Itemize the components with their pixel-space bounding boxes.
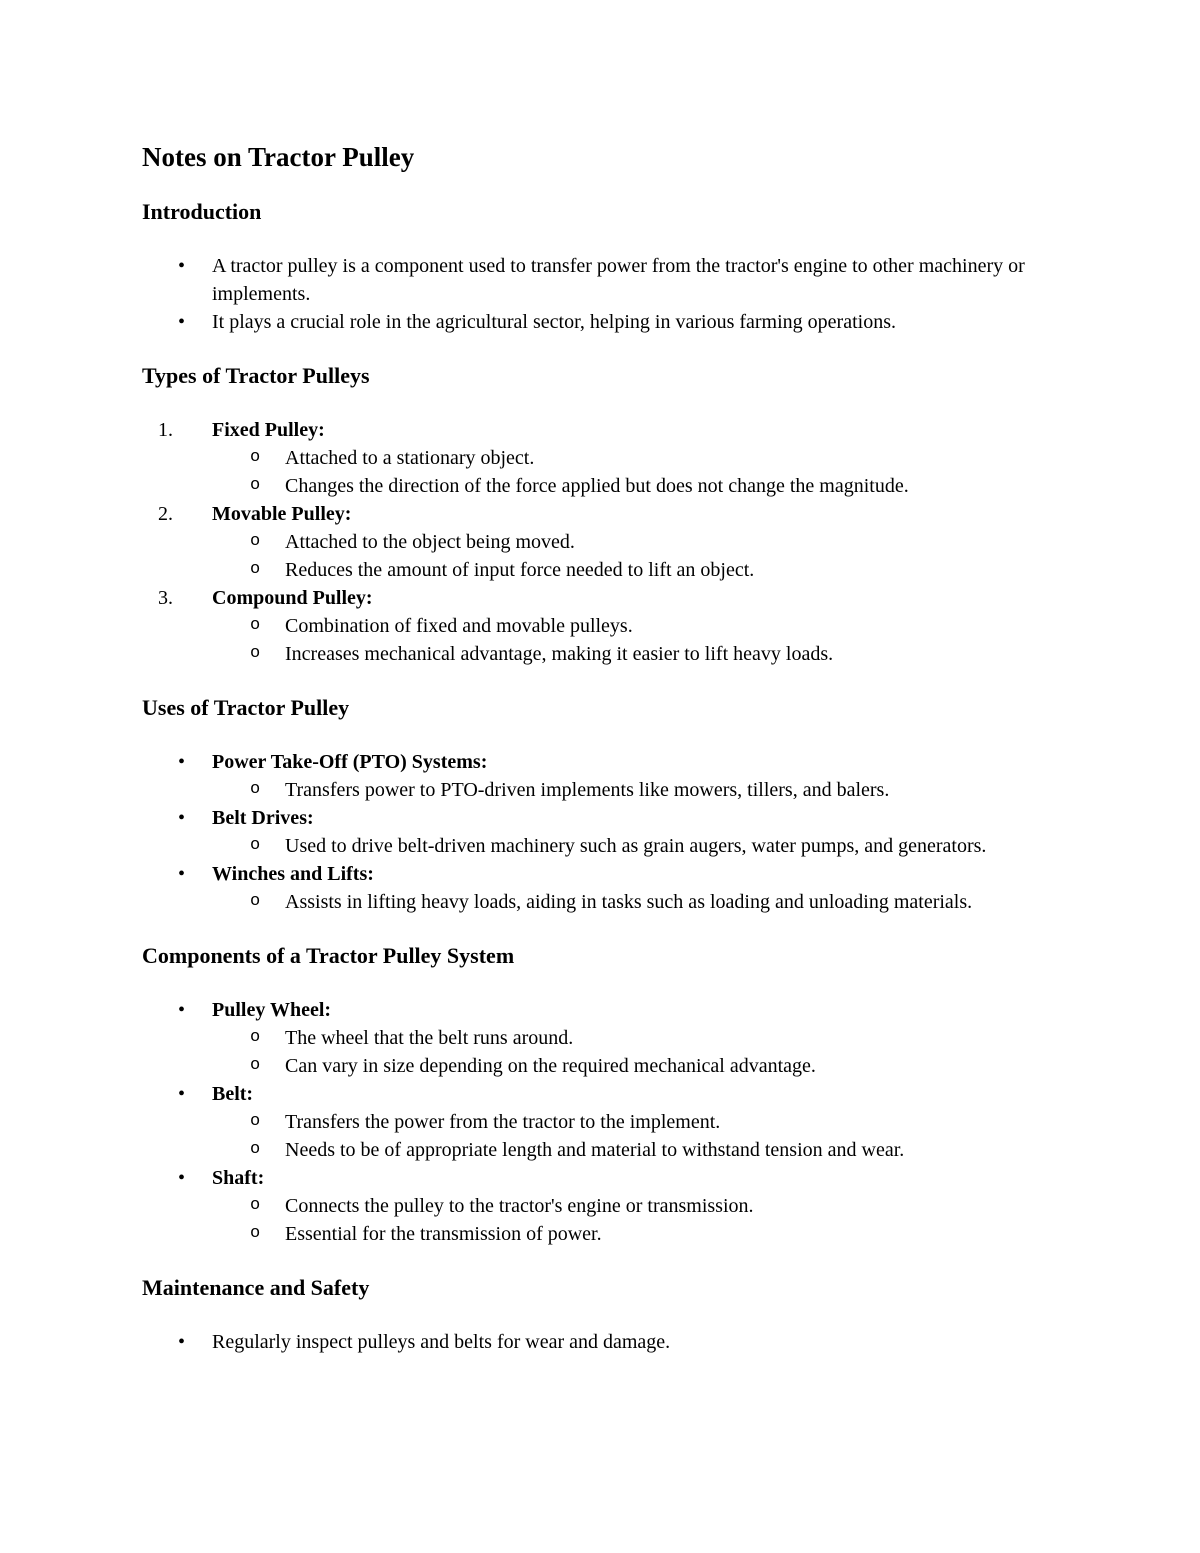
list-item xyxy=(142,1080,1058,1108)
circle-bullet-icon: o xyxy=(250,1140,261,1159)
list-item-text: Power Take-Off (PTO) Systems: xyxy=(212,751,488,773)
sub-list-item xyxy=(142,1136,1058,1164)
section-heading-maintenance: Maintenance and Safety xyxy=(142,1275,370,1300)
sub-list-item xyxy=(142,1052,1058,1080)
section-heading-uses: Uses of Tractor Pulley xyxy=(142,695,350,720)
list-item xyxy=(142,1328,1058,1356)
list-item-text: Pulley Wheel: xyxy=(212,999,332,1021)
circle-bullet-icon: o xyxy=(250,1056,261,1075)
sub-list-item-text: Transfers the power from the tractor to the implement. xyxy=(285,1111,721,1133)
list-item-text: It plays a crucial role in the agricultural sector, helping in various farming operations. xyxy=(212,311,896,333)
list-item-text: Shaft: xyxy=(212,1167,265,1189)
section-heading-introduction: Introduction xyxy=(142,199,262,224)
uses-list xyxy=(142,748,1058,916)
sub-list-item xyxy=(142,776,1058,804)
sub-list-item-text: Essential for the transmission of power. xyxy=(285,1223,602,1245)
circle-bullet-icon: o xyxy=(250,1224,261,1243)
sub-list-item xyxy=(142,1108,1058,1136)
sub-list-item xyxy=(142,472,1058,500)
sub-list-item-text: Changes the direction of the force applied but does not change the magnitude. xyxy=(285,475,909,497)
sub-list-item xyxy=(142,888,1058,916)
list-item-text: Compound Pulley: xyxy=(212,587,373,609)
sub-list-item-text: Attached to the object being moved. xyxy=(285,531,575,553)
list-item-text: Belt Drives: xyxy=(212,807,314,829)
circle-bullet-icon: o xyxy=(250,1196,261,1215)
sub-list-item xyxy=(142,1024,1058,1052)
bullet-icon: • xyxy=(178,863,186,885)
list-item-text: Belt: xyxy=(212,1083,254,1105)
list-item-text: Movable Pulley: xyxy=(212,503,352,525)
circle-bullet-icon: o xyxy=(250,532,261,551)
bullet-icon: • xyxy=(178,311,186,333)
types-list xyxy=(142,416,1058,668)
circle-bullet-icon: o xyxy=(250,616,261,635)
sub-list-item xyxy=(142,1220,1058,1248)
number-marker: 1. xyxy=(158,419,173,441)
bullet-icon: • xyxy=(178,1167,186,1189)
list-item-text: Regularly inspect pulleys and belts for wear and damage. xyxy=(212,1331,671,1353)
section-heading-types: Types of Tractor Pulleys xyxy=(142,363,370,388)
circle-bullet-icon: o xyxy=(250,644,261,663)
sub-list-item xyxy=(142,640,1058,668)
bullet-icon: • xyxy=(178,807,186,829)
bullet-icon: • xyxy=(178,1331,186,1353)
list-item xyxy=(142,308,1058,336)
list-item xyxy=(142,996,1058,1024)
sub-list-item-text: Can vary in size depending on the required mechanical advantage. xyxy=(285,1055,816,1077)
section-heading-components: Components of a Tractor Pulley System xyxy=(142,943,515,968)
sub-list-item-text: Attached to a stationary object. xyxy=(285,447,535,469)
list-item xyxy=(142,252,1058,308)
sub-list-item-text: Connects the pulley to the tractor's engine or transmission. xyxy=(285,1195,754,1217)
sub-list-item xyxy=(142,612,1058,640)
sub-list-item-text: Combination of fixed and movable pulleys. xyxy=(285,615,633,637)
sub-list-item-text: The wheel that the belt runs around. xyxy=(285,1027,574,1049)
sub-list-item-text: Needs to be of appropriate length and material to withstand tension and wear. xyxy=(285,1139,905,1161)
list-item-text: Winches and Lifts: xyxy=(212,863,374,885)
components-list xyxy=(142,996,1058,1248)
list-item xyxy=(142,748,1058,776)
maintenance-list xyxy=(142,1328,1058,1356)
sub-list-item-text: Reduces the amount of input force needed to lift an object. xyxy=(285,559,755,581)
sub-list-item-text: Used to drive belt-driven machinery such as grain augers, water pumps, and generators. xyxy=(285,835,987,857)
circle-bullet-icon: o xyxy=(250,560,261,579)
list-item xyxy=(142,1164,1058,1192)
bullet-icon: • xyxy=(178,999,186,1021)
number-marker: 2. xyxy=(158,503,173,525)
introduction-list xyxy=(142,252,1058,336)
bullet-icon: • xyxy=(178,751,186,773)
list-item xyxy=(142,584,1058,612)
list-item-text: A tractor pulley is a component used to transfer power from the tractor's engine to other machinery or implements. xyxy=(212,255,1025,305)
circle-bullet-icon: o xyxy=(250,836,261,855)
number-marker: 3. xyxy=(158,587,173,609)
circle-bullet-icon: o xyxy=(250,892,261,911)
list-item xyxy=(142,500,1058,528)
page-title: Notes on Tractor Pulley xyxy=(142,142,415,172)
sub-list-item-text: Transfers power to PTO-driven implements like mowers, tillers, and balers. xyxy=(285,779,890,801)
circle-bullet-icon: o xyxy=(250,1028,261,1047)
sub-list-item xyxy=(142,444,1058,472)
circle-bullet-icon: o xyxy=(250,476,261,495)
sub-list-item xyxy=(142,832,1058,860)
list-item-text: Fixed Pulley: xyxy=(212,419,325,441)
circle-bullet-icon: o xyxy=(250,1112,261,1131)
sub-list-item xyxy=(142,1192,1058,1220)
list-item xyxy=(142,804,1058,832)
bullet-icon: • xyxy=(178,255,186,277)
sub-list-item-text: Increases mechanical advantage, making it easier to lift heavy loads. xyxy=(285,643,834,665)
list-item xyxy=(142,860,1058,888)
sub-list-item-text: Assists in lifting heavy loads, aiding in tasks such as loading and unloading materials. xyxy=(285,891,973,913)
circle-bullet-icon: o xyxy=(250,780,261,799)
list-item xyxy=(142,416,1058,444)
sub-list-item xyxy=(142,556,1058,584)
circle-bullet-icon: o xyxy=(250,448,261,467)
bullet-icon: • xyxy=(178,1083,186,1105)
sub-list-item xyxy=(142,528,1058,556)
